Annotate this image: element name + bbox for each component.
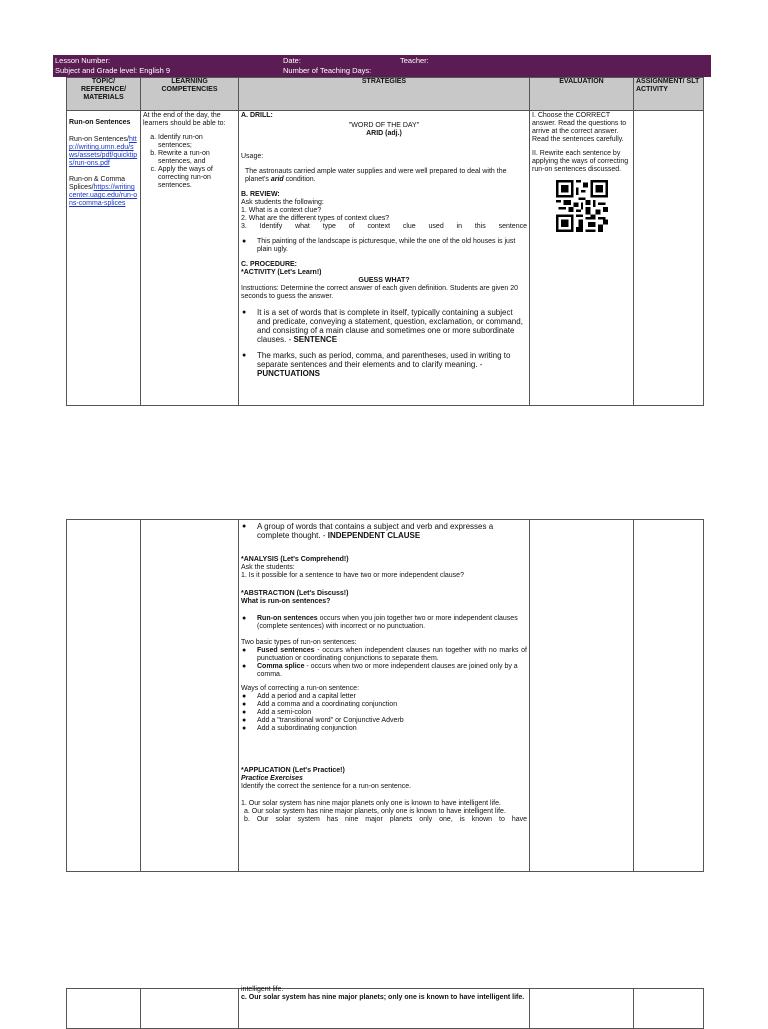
practice-instructions: Identify the correct the sentence for a run-on sentence. [241,783,412,790]
list-item: a. Identify run-on sentences; [158,134,236,150]
reference-1: Run-on Sentences/http://writing.umn.edu/sws/assets/pdf/quicktips/run-ons.pdf [69,136,138,167]
analysis-question-1: 1. Is it possible for a sentence to have two or more independent clause? [241,572,464,579]
activity-instructions: Instructions: Determine the correct answer of each given definition. Students are given 20 seconds to guess the answer. [241,285,519,300]
abstraction-question: What is run-on sentences? [241,598,331,605]
assignment-cell [634,111,704,406]
list-item: c. Apply the ways of correcting run-on sentences. [158,166,236,190]
lesson-header-bar [53,55,711,77]
procedure-heading: C. PROCEDURE: [241,261,298,268]
usage-label: Usage: [241,153,264,160]
assignment-cell [634,520,704,872]
review-question-2: 2. What are the different types of context clues? [241,215,390,222]
col-assignment: ASSIGNMENT/ SLT ACTIVITY [634,78,704,111]
activity-heading: *ACTIVITY (Let's Learn!) [241,269,322,276]
usage-word: arid [270,176,284,183]
table-row [67,989,704,1029]
date-label: Date: [283,56,301,65]
topic-title: Run-on Sentences [69,119,131,126]
definition-item-3: ● A group of words that contains a subject and verb and expresses a complete thought. - INDEPENDENT CLAUSE [241,522,527,540]
competencies-cell [141,111,239,406]
evaluation-part-1: I. Choose the CORRECT answer. Read the questions to arrive at the correct answer. Read the sentences carefully. [532,112,627,143]
ways-intro: Ways of correcting a run-on sentence: [241,685,360,692]
col-competencies: LEARNING COMPETENCIES [141,78,239,111]
exercise-1-option-b-continued: intelligent life. [241,986,284,993]
teaching-days-label: Number of Teaching Days: [283,66,372,75]
definition-answer-1: SENTENCE [293,335,338,344]
table-row [67,520,704,872]
review-heading: B. REVIEW: [241,191,280,198]
runon-definition: ● Run-on sentences occurs when you join together two or more independent clauses (complete sentences) with incorrect or no punctuation. [241,615,527,631]
guess-what-title: GUESS WHAT? [358,277,410,284]
usage-sentence: The astronauts carried ample water supplies and were well prepared to deal with the planet's arid condition. [245,168,507,183]
table-header-row [67,78,704,111]
types-intro: Two basic types of run-on sentences: [241,639,357,646]
review-intro: Ask students the following: [241,199,324,206]
fused-sentences-item: ● Fused sentences - occurs when independent clauses run together with no marks of punctuation or coordinating conjunctions to separate them. [241,647,527,663]
reference-2: Run-on & Comma Splices/https://writingcenter.uagc.edu/run-ons-comma-splices [69,176,138,207]
review-sentence: ● This painting of the landscape is picturesque, while the one of the old houses is just plain ugly. [241,238,527,254]
word-of-day-word: ARID (adj.) [366,130,402,137]
application-heading: *APPLICATION (Let's Practice!) [241,767,345,774]
list-item: ● Add a subordinating conjunction [241,725,527,733]
review-question-1: 1. What is a context clue? [241,207,322,214]
definition-item-1: ● It is a set of words that is complete in itself, typically containing a subject and predicate, conveying a statement, question, exclamation, or command, and consisting of a main clause and sometimes one or more subordinate clauses. - SENTENCE [241,308,527,344]
strategies-cell [239,111,530,406]
comma-splice-item: ● Comma splice - occurs when two or more independent clauses are joined only by a comma. [241,663,527,679]
topic-cell [67,111,141,406]
definition-answer-2: PUNCTUATIONS [257,369,320,378]
competencies-cell [141,520,239,872]
definition-item-2: ● The marks, such as period, comma, and parentheses, used in writing to separate sentences and their elements and to clarify meaning. - PUNCTUATIONS [241,351,527,378]
evaluation-part-2: II. Rewrite each sentence by applying the ways of correcting run-on sentences discussed. [532,150,629,173]
lesson-plan-table-page2 [66,519,704,872]
list-item: ● Add a comma and a coordinating conjunction [241,701,527,709]
col-topic: TOPIC/ REFERENCE/ MATERIALS [67,78,141,111]
review-question-3: 3. Identify what type of context clue used in this sentence [241,223,527,230]
list-item: b. Rewrite a run-on sentences, and [158,150,236,166]
lesson-plan-table-page3 [66,988,704,1029]
evaluation-cell [530,989,634,1029]
analysis-heading: *ANALYSIS (Let's Comprehend!) [241,556,349,563]
evaluation-cell [530,111,634,406]
col-strategies: STRATEGIES [239,78,530,111]
qr-code-icon [556,180,608,232]
list-item: ● Add a "transitional word" or Conjunctive Adverb [241,717,527,725]
lesson-plan-table-page1 [66,77,704,406]
exercise-1-option-c: c. Our solar system has nine major planets; only one is known to have intelligent life. [241,994,525,1001]
teacher-label: Teacher: [400,56,429,65]
competencies-intro: At the end of the day, the learners should be able to: [143,112,226,127]
exercise-1-option-a: a. Our solar system has nine major planets, only one is known to have intelligent life. [244,808,506,815]
topic-cell [67,989,141,1029]
competencies-list [143,134,236,190]
list-item: ● Add a semi-colon [241,709,527,717]
strategies-cell [239,520,530,872]
reference-link-1[interactable]: http://writing.umn.edu/sws/assets/pdf/quicktips/run-ons.pdf [69,136,138,167]
list-item: ● Add a period and a capital letter [241,693,527,701]
practice-heading: Practice Exercises [241,775,303,782]
definition-answer-3: INDEPENDENT CLAUSE [327,531,421,540]
exercise-1-option-b: b. Our solar system has nine major planets only one, is known to have [244,816,527,823]
exercise-1: 1. Our solar system has nine major planets only one is known to have intelligent life. [241,800,501,807]
abstraction-heading: *ABSTRACTION (Let's Discuss!) [241,590,349,597]
drill-heading: A. DRILL: [241,112,273,119]
lesson-number-label: Lesson Number: [55,56,111,65]
competencies-cell [141,989,239,1029]
strategies-cell [239,986,530,1029]
table-row [67,111,704,406]
evaluation-cell [530,520,634,872]
analysis-intro: Ask the students: [241,564,295,571]
word-of-day-title: "WORD OF THE DAY" [348,122,420,129]
topic-cell [67,520,141,872]
subject-grade-label: Subject and Grade level: English 9 [55,66,171,75]
assignment-cell [634,989,704,1029]
col-evaluation: EVALUATION [530,78,634,111]
reference-link-2[interactable]: https://writingcenter.uagc.edu/run-ons-comma-splices [69,184,138,207]
